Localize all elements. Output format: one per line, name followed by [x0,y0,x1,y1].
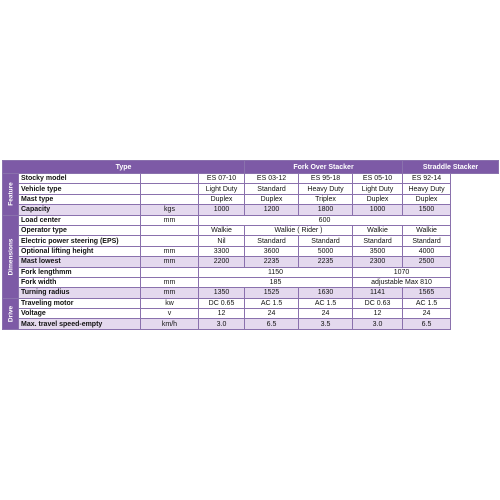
cell: 3600 [245,246,299,256]
cell: AC 1.5 [403,298,451,308]
row-max-speed [3,319,499,329]
cell: Walkie [403,225,451,235]
row-operator-type [3,225,499,235]
cell: 1000 [199,205,245,215]
row-stocky-model [3,174,499,184]
cell: 4000 [403,246,451,256]
cell-es05-10: ES 05-10 [353,174,403,184]
row-traveling-motor [3,298,499,308]
cell: Standard [403,236,451,246]
row-label: Vehicle type [19,184,141,194]
cell: 24 [245,309,299,319]
row-unit [141,236,199,246]
cell: 3500 [353,246,403,256]
cell-merged: 1150 [199,267,353,277]
cell: Walkie [199,225,245,235]
cell: 2235 [299,257,353,267]
cell: AC 1.5 [245,298,299,308]
row-unit: mm [141,257,199,267]
row-unit [141,174,199,184]
cell-merged: Walkie ( Rider ) [245,225,353,235]
row-unit: mm [141,288,199,298]
cell: 1500 [403,205,451,215]
cell: 12 [199,309,245,319]
cell-merged: adjustable Max 810 [353,277,451,287]
cell: DC 0.63 [353,298,403,308]
row-label: Fork lengthmm [19,267,141,277]
cell: 1630 [299,288,353,298]
cell: 1350 [199,288,245,298]
row-unit: kgs [141,205,199,215]
row-unit: mm [141,246,199,256]
cell: Standard [299,236,353,246]
section-feature: Feature [3,174,19,216]
row-unit: kw [141,298,199,308]
cell: 3300 [199,246,245,256]
cell: 1525 [245,288,299,298]
row-label: Stocky model [19,174,141,184]
row-fork-length [3,267,499,277]
cell: Heavy Duty [299,184,353,194]
row-label: Electric power steering (EPS) [19,236,141,246]
row-unit [141,267,199,277]
row-mast-type [3,194,499,204]
cell: Duplex [245,194,299,204]
cell: Light Duty [199,184,245,194]
fork-over-stacker-header: Fork Over Stacker [245,161,403,174]
row-unit: v [141,309,199,319]
cell: Triplex [299,194,353,204]
row-capacity [3,205,499,215]
row-lifting-height [3,246,499,256]
cell-merged: 1070 [353,267,451,277]
row-fork-width [3,277,499,287]
cell: 6.5 [245,319,299,329]
row-voltage [3,309,499,319]
cell-merged: 185 [199,277,353,287]
cell-es95-18: ES 95-18 [299,174,353,184]
row-unit [141,194,199,204]
type-header: Type [3,161,245,174]
cell: 1800 [299,205,353,215]
cell: Duplex [199,194,245,204]
section-dimensions: Dimensions [3,215,19,298]
cell: 1200 [245,205,299,215]
row-mast-lowest [3,257,499,267]
cell-es03-12: ES 03-12 [245,174,299,184]
cell: AC 1.5 [299,298,353,308]
row-unit [141,184,199,194]
cell: 24 [403,309,451,319]
row-label: Capacity [19,205,141,215]
row-unit: mm [141,277,199,287]
cell: DC 0.65 [199,298,245,308]
row-unit [141,225,199,235]
cell: 3.5 [299,319,353,329]
cell: 2500 [403,257,451,267]
cell-merged: 600 [199,215,451,225]
cell: 5000 [299,246,353,256]
straddle-stacker-header: Straddle Stacker [403,161,499,174]
header-row [3,161,499,174]
cell: Standard [245,184,299,194]
section-drive: Drive [3,298,19,329]
row-label: Mast type [19,194,141,204]
cell: 24 [299,309,353,319]
row-label: Traveling motor [19,298,141,308]
cell: 3.0 [353,319,403,329]
cell-es92-14: ES 92-14 [403,174,451,184]
cell: 2200 [199,257,245,267]
row-label: Fork width [19,277,141,287]
cell: Standard [245,236,299,246]
cell: 2300 [353,257,403,267]
cell: 1000 [353,205,403,215]
row-vehicle-type [3,184,499,194]
row-load-center [3,215,499,225]
row-turning-radius [3,288,499,298]
row-label: Load center [19,215,141,225]
row-eps [3,236,499,246]
row-unit: mm [141,215,199,225]
cell: Nil [199,236,245,246]
cell: 2235 [245,257,299,267]
row-label: Optional lifting height [19,246,141,256]
cell: 1565 [403,288,451,298]
row-label: Mast lowest [19,257,141,267]
cell: 1141 [353,288,403,298]
cell: Duplex [353,194,403,204]
cell-es07-10: ES 07-10 [199,174,245,184]
row-unit: km/h [141,319,199,329]
spec-table [2,160,499,330]
cell: Duplex [403,194,451,204]
cell: 12 [353,309,403,319]
row-label: Turning radius [19,288,141,298]
cell: 6.5 [403,319,451,329]
cell: Heavy Duty [403,184,451,194]
cell: Light Duty [353,184,403,194]
cell: Standard [353,236,403,246]
cell: 3.0 [199,319,245,329]
cell: Walkie [353,225,403,235]
row-label: Operator type [19,225,141,235]
row-label: Max. travel speed-empty [19,319,141,329]
row-label: Voltage [19,309,141,319]
